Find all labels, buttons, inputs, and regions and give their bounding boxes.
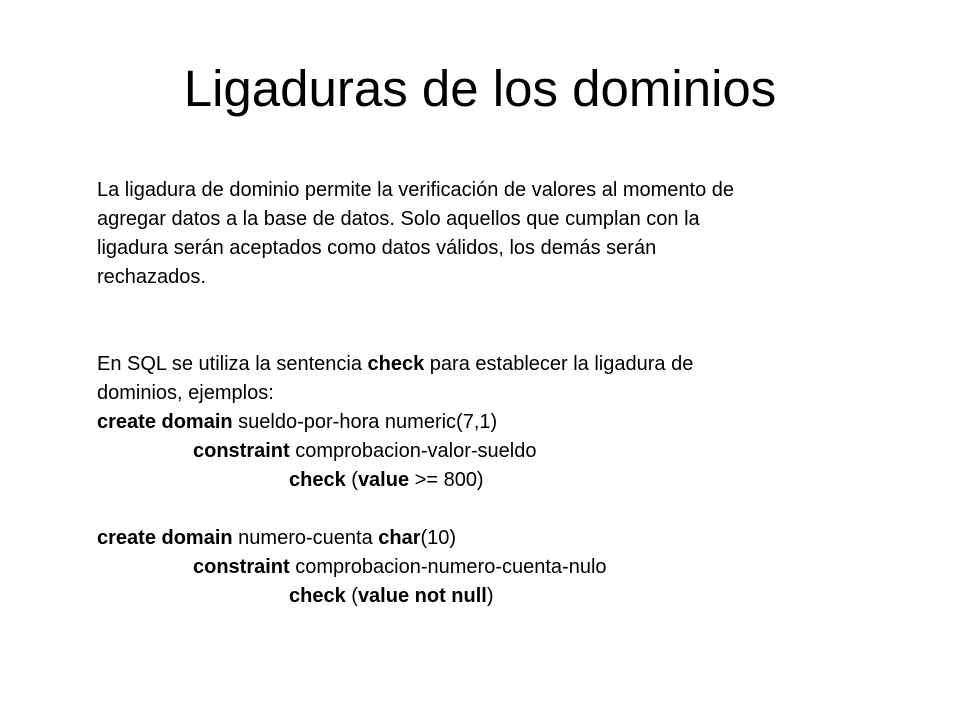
- code-text: (10): [420, 527, 457, 549]
- code-text: sueldo-por-hora numeric(7,1): [232, 411, 498, 433]
- example1-constraint-line: [97, 437, 837, 466]
- intro-line: ligadura serán aceptados como datos válidos, los demás serán: [97, 237, 657, 259]
- example2-create-line: [97, 524, 837, 553]
- code-text: comprobacion-valor-sueldo: [289, 440, 537, 462]
- keyword-check: check: [289, 469, 346, 491]
- example1-create-line: [97, 408, 837, 437]
- code-text: (: [345, 469, 358, 491]
- text-segment: En SQL se utiliza la sentencia: [97, 353, 368, 375]
- keyword-create-domain: create domain: [97, 527, 233, 549]
- code-text: numero-cuenta: [232, 527, 379, 549]
- sql-intro-line: [97, 350, 837, 379]
- slide-title: Ligaduras de los dominios: [183, 60, 777, 117]
- keyword-char: char: [378, 527, 421, 549]
- keyword-constraint: constraint: [193, 440, 290, 462]
- example1-check-line: [97, 466, 837, 495]
- code-text: >= 800): [409, 469, 484, 491]
- code-text: comprobacion-numero-cuenta-nulo: [289, 556, 607, 578]
- code-text: ): [486, 585, 494, 607]
- keyword-create-domain: create domain: [97, 411, 233, 433]
- sql-paragraph: [97, 350, 837, 611]
- slide-body: [97, 176, 837, 611]
- keyword-check: check: [367, 353, 425, 375]
- intro-line: agregar datos a la base de datos. Solo aquellos que cumplan con la: [97, 208, 700, 230]
- example2-constraint-line: [97, 553, 837, 582]
- intro-paragraph: [97, 176, 837, 292]
- keyword-constraint: constraint: [193, 556, 290, 578]
- text-segment: para establecer la ligadura de: [424, 353, 694, 375]
- code-text: (: [345, 585, 358, 607]
- sql-intro-line-2: dominios, ejemplos:: [97, 382, 274, 404]
- paragraph-spacer: [97, 292, 837, 350]
- example2-check-line: [97, 582, 837, 611]
- blank-line: [97, 495, 837, 524]
- keyword-value-not-null: value not null: [357, 585, 487, 607]
- intro-line: La ligadura de dominio permite la verificación de valores al momento de: [97, 179, 735, 201]
- keyword-check: check: [289, 585, 346, 607]
- keyword-value: value: [357, 469, 410, 491]
- intro-line: rechazados.: [97, 266, 206, 288]
